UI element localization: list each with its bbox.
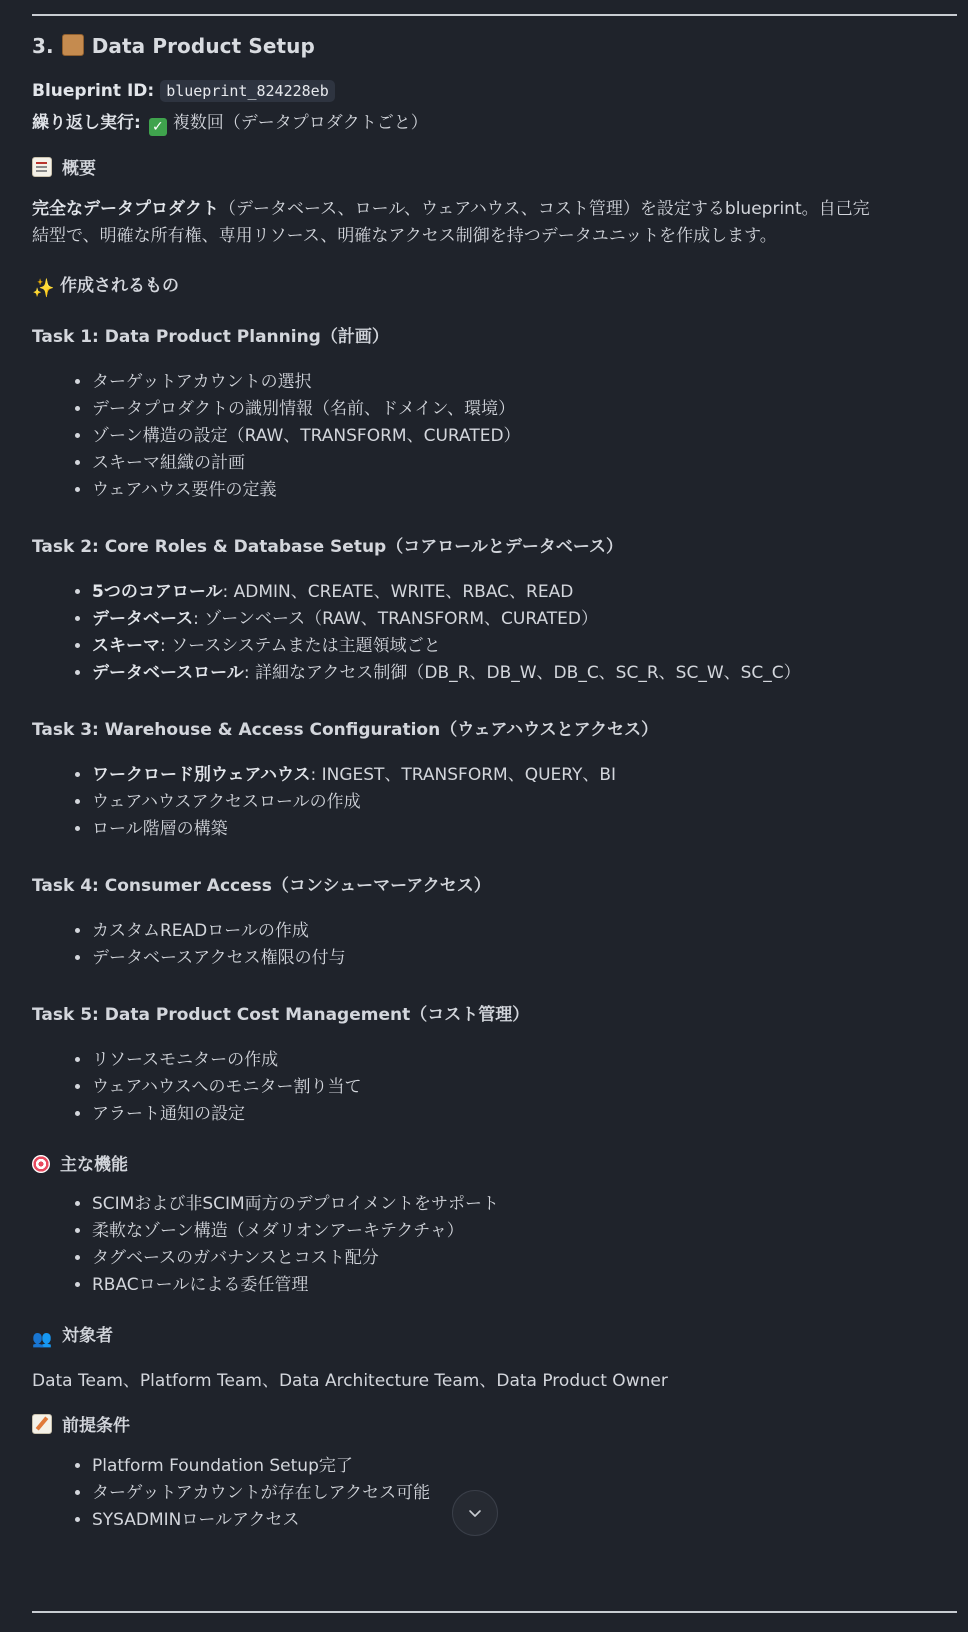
overview-paragraph [32,196,932,250]
sparkles-icon: ✨ [32,278,55,299]
repeat-row [32,108,428,136]
people-icon: 👥 [32,1329,52,1348]
list-item: • データベースアクセス権限の付与 [92,945,346,972]
list-item: • データベース: ゾーンベース（RAW、TRANSFORM、CURATED） [92,606,801,633]
overview-heading [32,154,96,179]
features-heading [32,1150,128,1175]
task-2-list [62,579,801,687]
list-item: • スキーマ組織の計画 [92,450,521,477]
overview-line2: 結型で、明確な所有権、専用リソース、明確なアクセス制御を持つデータユニットを作成します。 [32,226,777,246]
created-heading-text: 作成されるもの [60,276,179,296]
list-item: • ウェアハウスへのモニター割り当て [92,1074,361,1101]
blueprint-id-label: Blueprint ID: [32,81,155,101]
blueprint-id-row [32,81,335,101]
list-item: • Platform Foundation Setup完了 [92,1453,430,1480]
list-item: • リソースモニターの作成 [92,1047,361,1074]
list-item: • ターゲットアカウントが存在しアクセス可能 [92,1480,430,1507]
task-5-title: Task 5: Data Product Cost Management（コスト管理） [32,1005,530,1025]
list-item: • アラート通知の設定 [92,1101,361,1128]
list-item: • ワークロード別ウェアハウス: INGEST、TRANSFORM、QUERY、BI [92,762,616,789]
prereq-list [62,1453,430,1534]
bottom-divider [32,1611,957,1613]
list-item: • ターゲットアカウントの選択 [92,369,521,396]
list-item: • SCIMおよび非SCIM両方のデプロイメントをサポート [92,1191,499,1218]
prereq-heading [32,1411,130,1436]
repeat-value: 複数回（データプロダクトごと） [172,113,428,133]
audience-heading [32,1321,113,1347]
list-item: • SYSADMINロールアクセス [92,1507,430,1534]
features-heading-text: 主な機能 [60,1155,128,1175]
memo-icon [32,157,52,177]
section-number: 3. [32,34,54,58]
memo-pencil-icon [32,1414,52,1434]
chevron-down-icon [466,1504,484,1522]
task-4-list [62,918,346,972]
features-list [62,1191,499,1299]
overview-line1: （データベース、ロール、ウェアハウス、コスト管理）を設定するblueprint。自己完 [219,199,870,219]
repeat-label: 繰り返し実行: [32,113,141,133]
task-3-list [62,762,616,843]
task-5-list [62,1047,361,1128]
list-item: • 5つのコアロール: ADMIN、CREATE、WRITE、RBAC、READ [92,579,801,606]
list-item: • ゾーン構造の設定（RAW、TRANSFORM、CURATED） [92,423,521,450]
scroll-down-button[interactable] [452,1490,498,1536]
list-item: • タグベースのガバナンスとコスト配分 [92,1245,499,1272]
audience-text: Data Team、Platform Team、Data Architecture Team、Data Product Owner [32,1371,668,1391]
created-heading [32,271,179,299]
overview-heading-text: 概要 [62,159,96,179]
task-1-list [62,369,521,504]
task-2-title: Task 2: Core Roles & Database Setup（コアロールとデータベース） [32,537,624,557]
target-icon [32,1155,50,1173]
list-item: • スキーマ: ソースシステムまたは主題領域ごと [92,633,801,660]
top-divider [32,14,957,16]
task-1-title: Task 1: Data Product Planning（計画） [32,327,389,347]
list-item: • データプロダクトの識別情報（名前、ドメイン、環境） [92,396,521,423]
list-item: • ウェアハウスアクセスロールの作成 [92,789,616,816]
audience-heading-text: 対象者 [62,1326,113,1346]
blueprint-id-value: blueprint_824228eb [160,80,335,102]
prereq-heading-text: 前提条件 [62,1416,130,1436]
task-4-title: Task 4: Consumer Access（コンシューマーアクセス） [32,876,491,896]
list-item: • RBACロールによる委任管理 [92,1272,499,1299]
task-3-title: Task 3: Warehouse & Access Configuration（ウェアハウスとアクセス） [32,720,659,740]
package-icon [62,34,84,56]
list-item: • ロール階層の構築 [92,816,616,843]
list-item: • ウェアハウス要件の定義 [92,477,521,504]
check-mark-icon: ✓ [149,118,167,136]
list-item: • カスタムREADロールの作成 [92,918,346,945]
list-item: • データベースロール: 詳細なアクセス制御（DB_R、DB_W、DB_C、SC_R、SC_W、SC_C） [92,660,801,687]
list-item: • 柔軟なゾーン構造（メダリオンアーキテクチャ） [92,1218,499,1245]
overview-bold-lead: 完全なデータプロダクト [32,199,219,219]
section-heading [32,34,315,58]
section-title: Data Product Setup [91,34,315,58]
